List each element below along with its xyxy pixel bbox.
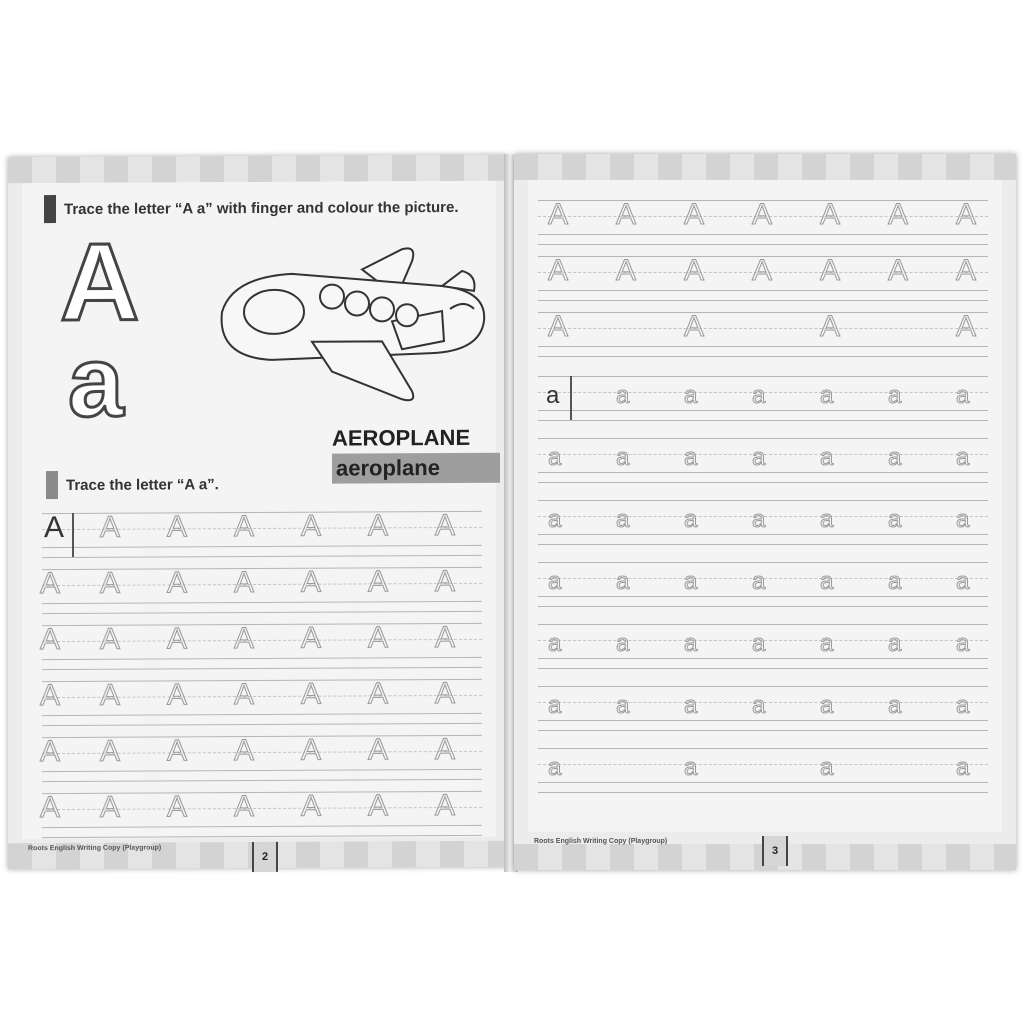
instruction-bar bbox=[44, 195, 56, 223]
trace-letter: A bbox=[100, 790, 121, 824]
trace-letter: a bbox=[820, 692, 834, 719]
trace-letter: a bbox=[684, 692, 698, 719]
page-number: 3 bbox=[762, 836, 788, 866]
trace-letter: a bbox=[956, 630, 970, 657]
trace-letter: A bbox=[888, 254, 909, 287]
aeroplane-picture bbox=[212, 241, 492, 422]
trace-letter: a bbox=[616, 630, 630, 657]
trace-letter: a bbox=[956, 444, 970, 471]
instruction-text: Trace the letter “A a” with finger and colour the picture. bbox=[64, 198, 459, 218]
trace-letter: a bbox=[956, 754, 970, 781]
trace-letter: a bbox=[752, 630, 766, 657]
book-spread bbox=[8, 148, 1016, 874]
trace-letter: A bbox=[100, 510, 121, 544]
trace-letter: A bbox=[435, 788, 456, 823]
trace-letter: A bbox=[616, 254, 637, 287]
trace-letter: A bbox=[167, 734, 188, 768]
trace-letter: a bbox=[548, 506, 562, 533]
trace-letter: A bbox=[40, 735, 61, 769]
page-number: 2 bbox=[252, 842, 278, 872]
trace-letter: A bbox=[234, 566, 255, 600]
trace-letter: a bbox=[548, 568, 562, 595]
trace-letter: a bbox=[684, 568, 698, 595]
trace-letter: A bbox=[548, 310, 569, 343]
trace-letter: a bbox=[684, 382, 698, 409]
trace-letter: a bbox=[752, 568, 766, 595]
left-page-content bbox=[22, 181, 496, 839]
trace-letter: a bbox=[820, 568, 834, 595]
trace-letter: a bbox=[616, 568, 630, 595]
trace-letter: A bbox=[820, 254, 841, 287]
trace-letter: a bbox=[684, 630, 698, 657]
trace-letter: A bbox=[435, 732, 456, 767]
trace-letter: a bbox=[888, 444, 902, 471]
trace-letter: A bbox=[301, 509, 322, 543]
trace-letter: A bbox=[100, 622, 121, 656]
trace-letter: A bbox=[435, 620, 456, 655]
trace-letter: a bbox=[752, 382, 766, 409]
trace-letter: A bbox=[435, 564, 456, 599]
trace-letter: A bbox=[301, 789, 322, 823]
trace-letter: A bbox=[167, 790, 188, 824]
big-letter-lower: a bbox=[68, 325, 124, 438]
trace-letter: a bbox=[888, 506, 902, 533]
trace-letter: a bbox=[956, 382, 970, 409]
trace-letter: A bbox=[888, 198, 909, 231]
trace-letter: a bbox=[616, 382, 630, 409]
trace-letter: A bbox=[684, 254, 705, 287]
trace-letter: A bbox=[301, 733, 322, 767]
trace-letter: A bbox=[368, 621, 389, 655]
trace-letter: a bbox=[548, 692, 562, 719]
trace-letter: A bbox=[368, 789, 389, 823]
trace-letter: a bbox=[888, 692, 902, 719]
left-page bbox=[8, 155, 508, 870]
trace-letter: A bbox=[100, 566, 121, 600]
trace-letter: A bbox=[820, 198, 841, 231]
tracing-row bbox=[40, 620, 482, 657]
trace-letter: a bbox=[888, 630, 902, 657]
trace-letter: A bbox=[234, 734, 255, 768]
trace-letter: A bbox=[548, 198, 569, 231]
trace-letter: a bbox=[820, 630, 834, 657]
trace-letter: a bbox=[820, 754, 834, 781]
tracing-lines-upper-a bbox=[40, 508, 482, 833]
trace-letter: a bbox=[616, 506, 630, 533]
tracing-row bbox=[40, 788, 482, 825]
trace-letter: a bbox=[684, 506, 698, 533]
trace-letter: A bbox=[752, 254, 773, 287]
instruction-text: Trace the letter “A a”. bbox=[66, 475, 219, 494]
trace-letter: a bbox=[684, 444, 698, 471]
word-upper: AEROPLANE bbox=[332, 424, 471, 451]
trace-letter: A bbox=[167, 510, 188, 544]
trace-letter: A bbox=[752, 198, 773, 231]
trace-letter: A bbox=[234, 622, 255, 656]
instruction-bar bbox=[46, 471, 58, 499]
trace-letter: a bbox=[888, 568, 902, 595]
trace-letter: a bbox=[548, 754, 562, 781]
big-letter-upper: A bbox=[60, 220, 140, 345]
trace-letter: A bbox=[40, 791, 61, 825]
trace-letter: A bbox=[167, 622, 188, 656]
trace-letter: A bbox=[820, 310, 841, 343]
trace-letter: A bbox=[435, 508, 456, 543]
instruction-trace bbox=[46, 470, 219, 499]
model-letter: A bbox=[44, 511, 65, 545]
trace-letter: A bbox=[167, 678, 188, 712]
trace-letter: a bbox=[752, 506, 766, 533]
right-page-content bbox=[528, 180, 1002, 832]
trace-letter: A bbox=[234, 678, 255, 712]
trace-letter: a bbox=[752, 692, 766, 719]
footer-text: Roots English Writing Copy (Playgroup) bbox=[28, 844, 162, 853]
trace-letter: A bbox=[301, 565, 322, 599]
trace-letter: a bbox=[820, 506, 834, 533]
tracing-lines bbox=[538, 200, 988, 820]
trace-letter: A bbox=[301, 677, 322, 711]
checker-border-top bbox=[514, 154, 1016, 180]
trace-letter: a bbox=[752, 444, 766, 471]
trace-letter: A bbox=[40, 679, 61, 713]
trace-letter: A bbox=[100, 734, 121, 768]
footer-text: Roots English Writing Copy (Playgroup) bbox=[534, 838, 668, 845]
trace-letter: A bbox=[167, 566, 188, 600]
trace-letter: A bbox=[956, 254, 977, 287]
trace-letter: A bbox=[368, 565, 389, 599]
trace-letter: A bbox=[616, 198, 637, 231]
trace-letter: a bbox=[548, 444, 562, 471]
trace-letter: A bbox=[301, 621, 322, 655]
model-letter: a bbox=[546, 382, 560, 409]
trace-letter: A bbox=[956, 310, 977, 343]
trace-letter: A bbox=[435, 676, 456, 711]
trace-letter: a bbox=[684, 754, 698, 781]
trace-letter: A bbox=[234, 510, 255, 544]
trace-letter: A bbox=[234, 790, 255, 824]
trace-letter: A bbox=[684, 310, 705, 343]
trace-letter: A bbox=[956, 198, 977, 231]
checker-border-top bbox=[8, 155, 508, 184]
tracing-row bbox=[42, 508, 482, 545]
tracing-row bbox=[40, 676, 482, 713]
trace-letter: A bbox=[368, 677, 389, 711]
trace-letter: A bbox=[40, 623, 61, 657]
trace-letter: A bbox=[40, 567, 61, 601]
trace-letter: A bbox=[100, 678, 121, 712]
trace-letter: A bbox=[684, 198, 705, 231]
trace-letter: a bbox=[956, 568, 970, 595]
trace-letter: A bbox=[368, 733, 389, 767]
right-page bbox=[514, 154, 1016, 870]
tracing-row bbox=[40, 732, 482, 769]
trace-letter: a bbox=[548, 630, 562, 657]
word-lower: aeroplane bbox=[332, 453, 500, 484]
trace-letter: a bbox=[956, 692, 970, 719]
tracing-row bbox=[40, 564, 482, 601]
trace-letter: a bbox=[616, 444, 630, 471]
trace-letter: a bbox=[820, 382, 834, 409]
trace-letter: a bbox=[956, 506, 970, 533]
trace-letter: A bbox=[368, 509, 389, 543]
trace-letter: a bbox=[616, 692, 630, 719]
trace-letter: a bbox=[888, 382, 902, 409]
trace-letter: a bbox=[820, 444, 834, 471]
trace-letter: A bbox=[548, 254, 569, 287]
